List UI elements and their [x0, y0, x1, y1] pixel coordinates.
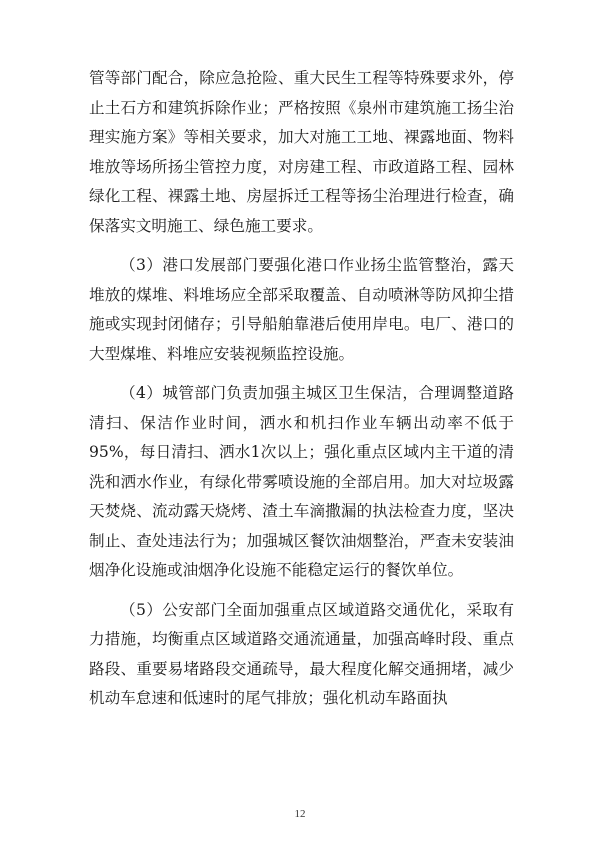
page-number: 12 — [294, 808, 306, 820]
body-text — [89, 64, 514, 724]
paragraph-traffic-police: （5）公安部门全面加强重点区域道路交通优化，采取有力措施，均衡重点区域道路交通流通量，加强高峰时段、重点路段、重要易堵路段交通疏导，最大程度化解交通拥堵，减少机动车怠速和低速时的尾气排放；强化机动车路面执 — [89, 600, 514, 707]
paragraph-port-dust: （3）港口发展部门要强化港口作业扬尘监管整治，露天堆放的煤堆、料堆场应全部采取覆盖、自动喷淋等防风抑尘措施或实现封闭储存；引导船舶靠港后使用岸电。电厂、港口的大型煤堆、料堆应安装视频监控设施。 — [89, 256, 514, 363]
paragraph-city-management: （4）城管部门负责加强主城区卫生保洁，合理调整道路清扫、保洁作业时间，洒水和机扫作业车辆出动率不低于95%，每日清扫、洒水1次以上；强化重点区域内主干道的清洗和洒水作业，有绿化带雾喷设施的全部启用。加大对垃圾露天焚烧、流动露天烧烤、渣土车滴撒漏的执法检查力度，坚决制止、查处违法行为；加强城区餐饮油烟整治，严查未安装油烟净化设施或油烟净化设施不能稳定运行的餐饮单位。 — [89, 384, 514, 579]
paragraph-continued: 管等部门配合，除应急抢险、重大民生工程等特殊要求外，停止土石方和建筑拆除作业；严格按照《泉州市建筑施工扬尘治理实施方案》等相关要求，加大对施工工地、裸露地面、物料堆放等场所扬尘管控力度，对房建工程、市政道路工程、园林绿化工程、裸露土地、房屋拆迁工程等扬尘治理进行检查，确保落实文明施工、绿色施工要求。 — [89, 69, 514, 235]
